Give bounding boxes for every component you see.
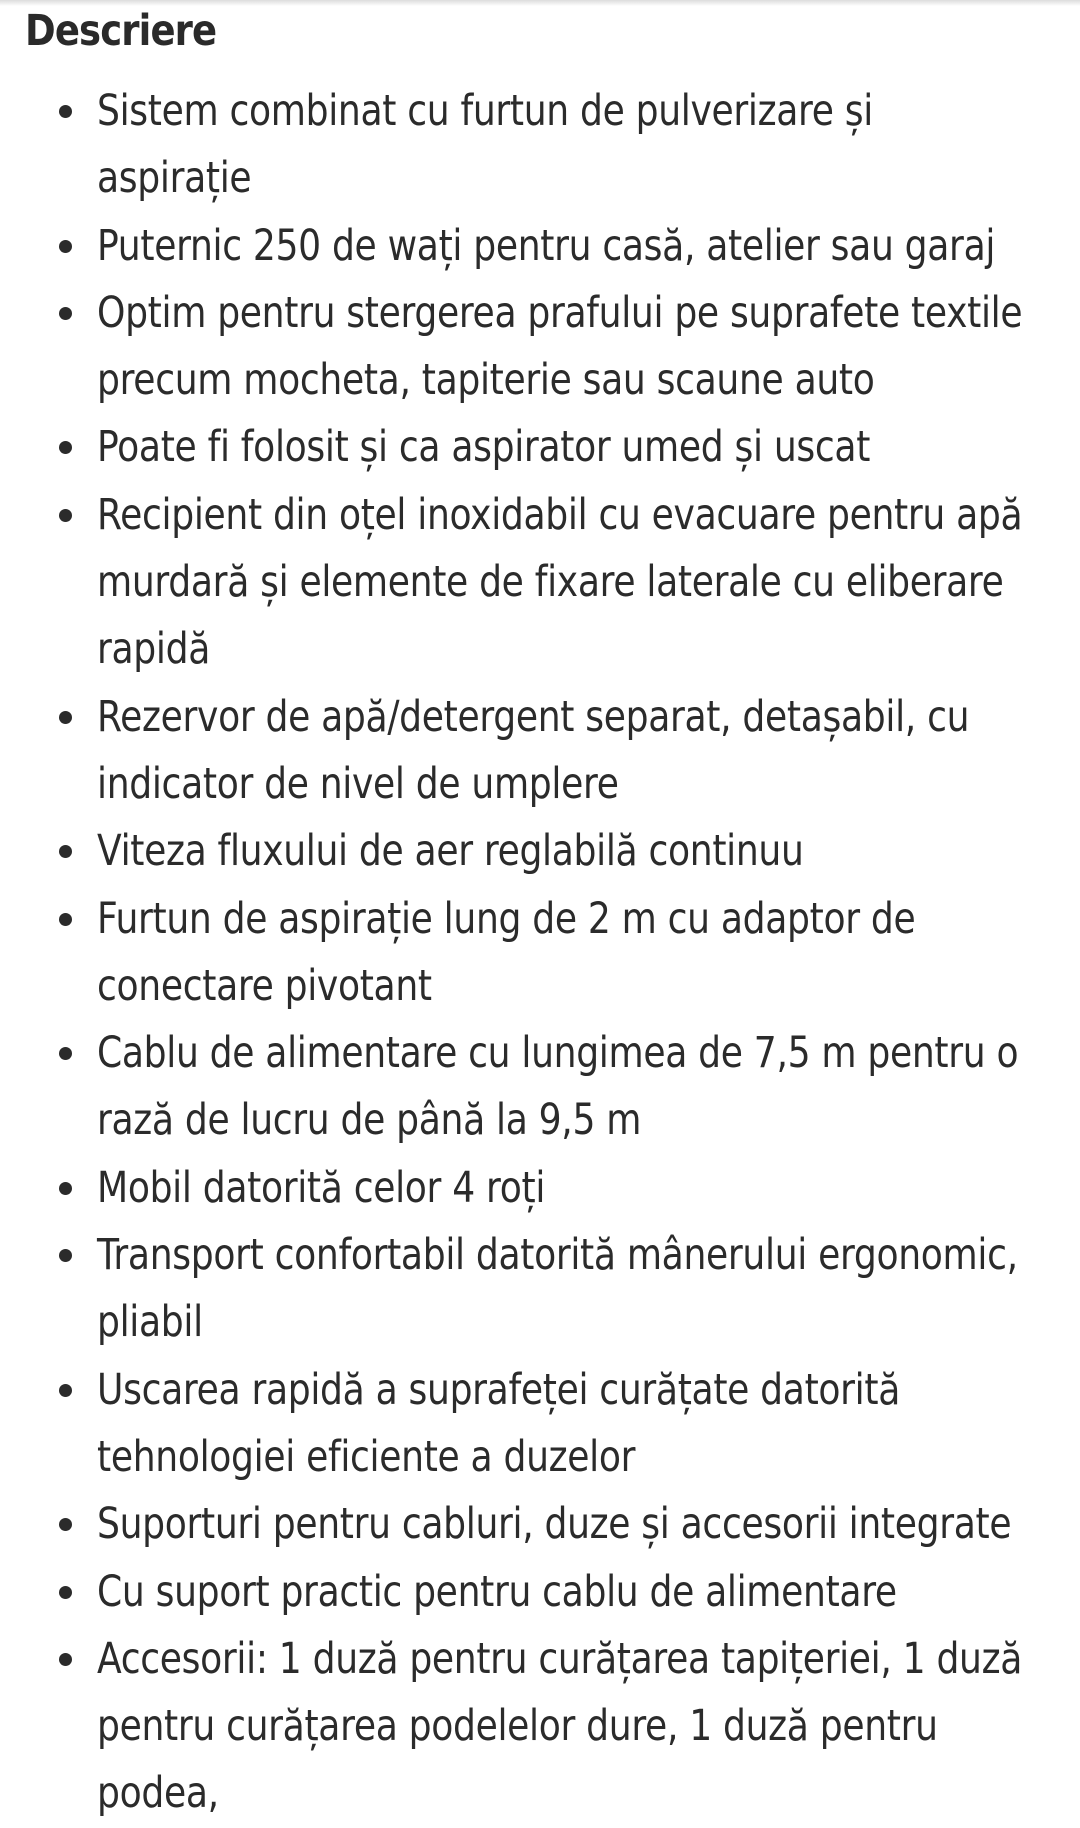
bullet-icon [59, 1518, 72, 1531]
bullet-icon [59, 1047, 72, 1060]
list-item-text: Optim pentru stergerea prafului pe suprafete textile precum mocheta, tapiterie sau scaune auto [97, 287, 1023, 406]
list-item-text: Rezervor de apă/detergent separat, detașabil, cu indicator de nivel de umplere [97, 691, 970, 809]
list-item-text: Mobil datorită celor 4 roți [97, 1162, 546, 1213]
list-item [25, 482, 1065, 684]
list-item [25, 78, 1065, 213]
list-item-text: Cu suport practic pentru cablu de alimentare [97, 1566, 897, 1617]
section-title: Descriere [25, 6, 217, 56]
list-item-text: Furtun de aspirație lung de 2 m cu adaptor de conectare pivotant [97, 893, 916, 1011]
list-item [25, 1357, 1065, 1492]
bullet-icon [59, 1586, 72, 1599]
list-item [25, 1491, 1065, 1558]
list-item-text: Poate fi folosit și ca aspirator umed și uscat [97, 422, 871, 473]
bullet-icon [59, 1182, 72, 1195]
list-item [25, 1559, 1065, 1626]
list-item [25, 414, 1065, 481]
list-item-text: Transport confortabil datorită mânerului ergonomic, pliabil [97, 1230, 1018, 1348]
description-section [25, 2, 1065, 1828]
bullet-icon [59, 711, 72, 724]
list-item-text: Suporturi pentru cabluri, duze și accesorii integrate [97, 1499, 1012, 1550]
list-item [25, 1626, 1065, 1828]
bullet-icon [59, 1653, 72, 1666]
list-item-text: Cablu de alimentare cu lungimea de 7,5 m pentru o rază de lucru de până la 9,5 m [97, 1028, 1019, 1146]
bullet-icon [59, 913, 72, 926]
list-item-text: Sistem combinat cu furtun de pulverizare și aspirație [97, 86, 873, 204]
bullet-icon [59, 845, 72, 858]
bullet-icon [59, 240, 72, 253]
list-item [25, 818, 1065, 885]
list-item [25, 1222, 1065, 1357]
bullet-icon [59, 1384, 72, 1397]
list-item [25, 1020, 1065, 1155]
list-item-text: Accesorii: 1 duză pentru curățarea tapițeriei, 1 duză pentru curățarea podelelor dure, 1 duză pentru podea, [97, 1633, 1023, 1819]
list-item [25, 684, 1065, 819]
list-item [25, 280, 1065, 415]
list-item-text: Uscarea rapidă a suprafeței curățate datorită tehnologiei eficiente a duzelor [97, 1364, 901, 1482]
list-item [25, 1155, 1065, 1222]
feature-list [25, 78, 1065, 1828]
list-item [25, 886, 1065, 1021]
list-item [25, 213, 1065, 280]
bullet-icon [59, 1249, 72, 1262]
list-item-text: Puternic 250 de wați pentru casă, atelier sau garaj [97, 220, 996, 271]
bullet-icon [59, 441, 72, 454]
list-item-text: Recipient din oțel inoxidabil cu evacuare pentru apă murdară și elemente de fixare laterale cu eliberare rapidă [97, 489, 1023, 675]
bullet-icon [59, 105, 72, 118]
list-item-text: Viteza fluxului de aer reglabilă continuu [97, 826, 804, 877]
bullet-icon [59, 509, 72, 522]
bullet-icon [59, 307, 72, 320]
